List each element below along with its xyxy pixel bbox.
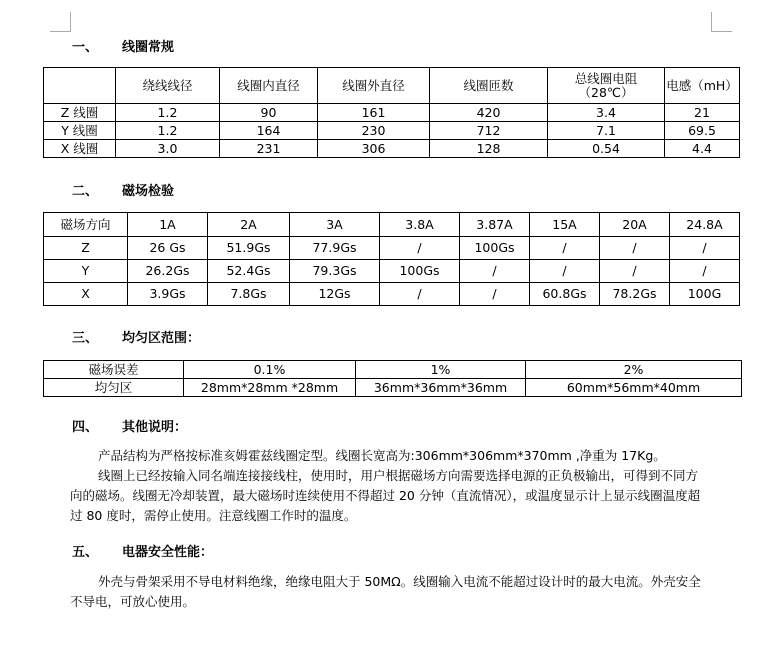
table-cell: 100Gs xyxy=(460,237,530,260)
table-cell: 1A xyxy=(128,213,208,237)
section1-heading xyxy=(72,36,174,55)
table-cell: / xyxy=(670,237,740,260)
table-cell: 线圈匝数 xyxy=(430,68,548,104)
table-cell xyxy=(44,68,116,104)
crop-mark-top-left-h xyxy=(50,31,71,32)
table-cell: 总线圈电阻 （28℃） xyxy=(548,68,665,104)
section4-title: 其他说明： xyxy=(122,420,188,435)
table-cell: 36mm*36mm*36mm xyxy=(356,379,526,397)
crop-mark-top-left-v xyxy=(70,12,71,32)
table-cell: 3A xyxy=(290,213,380,237)
table-cell: 3.0 xyxy=(116,140,220,158)
table-cell: X xyxy=(44,283,128,306)
table-cell: 28mm*28mm *28mm xyxy=(184,379,356,397)
table-cell: / xyxy=(530,237,600,260)
table-cell: / xyxy=(530,260,600,283)
section2-heading xyxy=(72,180,174,199)
table-cell: 21 xyxy=(665,104,740,122)
table-cell: 51.9Gs xyxy=(208,237,290,260)
table-cell: 0.1% xyxy=(184,361,356,379)
table-cell: 线圈外直径 xyxy=(318,68,430,104)
table-cell: 90 xyxy=(220,104,318,122)
table-cell: 26.2Gs xyxy=(128,260,208,283)
table-row xyxy=(44,237,740,260)
table-cell: 712 xyxy=(430,122,548,140)
table-cell: Z xyxy=(44,237,128,260)
table-header-row xyxy=(44,213,740,237)
table-cell: 2% xyxy=(526,361,742,379)
field-test-table xyxy=(43,212,740,306)
table-cell: / xyxy=(600,260,670,283)
table-cell: 24.8A xyxy=(670,213,740,237)
table-cell: 磁场方向 xyxy=(44,213,128,237)
table-cell: 3.87A xyxy=(460,213,530,237)
section5-heading xyxy=(72,541,213,560)
table-cell: Y 线圈 xyxy=(44,122,116,140)
table-cell: 128 xyxy=(430,140,548,158)
table-row xyxy=(44,122,740,140)
section4-number: 四、 xyxy=(72,420,99,435)
section3-heading xyxy=(72,327,200,346)
section5-title: 电器安全性能： xyxy=(122,545,214,560)
table-cell: / xyxy=(380,237,460,260)
table-cell: 100Gs xyxy=(380,260,460,283)
table-cell: 60.8Gs xyxy=(530,283,600,306)
uniform-zone-table xyxy=(43,360,742,397)
table-cell: 2A xyxy=(208,213,290,237)
table-cell: 306 xyxy=(318,140,430,158)
table-cell: Z 线圈 xyxy=(44,104,116,122)
table-cell: 26 Gs xyxy=(128,237,208,260)
table-cell: / xyxy=(380,283,460,306)
table-cell: 线圈内直径 xyxy=(220,68,318,104)
table-cell: 7.8Gs xyxy=(208,283,290,306)
crop-mark-top-right-h xyxy=(711,31,732,32)
table-header-row xyxy=(44,68,740,104)
table-cell: 60mm*56mm*40mm xyxy=(526,379,742,397)
section5-paragraph-1: 外壳与骨架采用不导电材料绝缘，绝缘电阻大于 50MΩ。线圈输入电流不能超过设计时的最大电流。外壳安全不导电，可放心使用。 xyxy=(70,574,701,609)
section2-title: 磁场检验 xyxy=(122,184,175,199)
table-cell: 420 xyxy=(430,104,548,122)
table-cell: 230 xyxy=(318,122,430,140)
table-row xyxy=(44,260,740,283)
coil-spec-table xyxy=(43,67,740,158)
table-cell: 磁场误差 xyxy=(44,361,184,379)
section1-title: 线圈常规 xyxy=(122,40,175,55)
table-row xyxy=(44,283,740,306)
table-row xyxy=(44,104,740,122)
table-cell: 79.3Gs xyxy=(290,260,380,283)
table-cell: 1% xyxy=(356,361,526,379)
crop-mark-top-right-v xyxy=(711,12,712,32)
table-cell: 78.2Gs xyxy=(600,283,670,306)
table-cell: 100G xyxy=(670,283,740,306)
table-cell: 3.9Gs xyxy=(128,283,208,306)
table-cell: 161 xyxy=(318,104,430,122)
table-cell: 77.9Gs xyxy=(290,237,380,260)
table-cell: 231 xyxy=(220,140,318,158)
section4-paragraph-1: 产品结构为严格按标准亥姆霍兹线圈定型。线圈长宽高为:306mm*306mm*370mm ,净重为 17Kg。 xyxy=(98,448,666,463)
table-cell: 52.4Gs xyxy=(208,260,290,283)
table-cell: / xyxy=(670,260,740,283)
table-cell: 12Gs xyxy=(290,283,380,306)
table-cell: 4.4 xyxy=(665,140,740,158)
table-row xyxy=(44,379,742,397)
table-cell: 20A xyxy=(600,213,670,237)
table-cell: 绕线线径 xyxy=(116,68,220,104)
section1-number: 一、 xyxy=(72,40,99,55)
table-cell: 3.4 xyxy=(548,104,665,122)
table-cell: 1.2 xyxy=(116,104,220,122)
table-cell: 0.54 xyxy=(548,140,665,158)
table-cell: X 线圈 xyxy=(44,140,116,158)
table-cell: / xyxy=(460,260,530,283)
table-cell: 7.1 xyxy=(548,122,665,140)
table-cell: 69.5 xyxy=(665,122,740,140)
table-row xyxy=(44,361,742,379)
table-cell: 164 xyxy=(220,122,318,140)
table-cell: Y xyxy=(44,260,128,283)
section4-heading xyxy=(72,416,187,435)
section3-number: 三、 xyxy=(72,331,99,346)
table-cell: 3.8A xyxy=(380,213,460,237)
table-cell: 15A xyxy=(530,213,600,237)
table-row xyxy=(44,140,740,158)
section4-paragraph-2: 线圈上已经按输入同名端连接接线柱，使用时，用户根据磁场方向需要选择电源的正负极输出，可得到不同方向的磁场。线圈无冷却装置，最大磁场时连续使用不得超过 20 分钟（直流情况），或温度显示计上显示线圈温度超过 80 度时，需停止使用。注意线圈工作时的温度。 xyxy=(70,468,701,523)
section3-title: 均匀区范围： xyxy=(122,331,201,346)
table-cell: 均匀区 xyxy=(44,379,184,397)
section5-number: 五、 xyxy=(72,545,99,560)
table-cell: / xyxy=(460,283,530,306)
section2-number: 二、 xyxy=(72,184,99,199)
table-cell: / xyxy=(600,237,670,260)
table-cell: 1.2 xyxy=(116,122,220,140)
table-cell: 电感（mH） xyxy=(665,68,740,104)
